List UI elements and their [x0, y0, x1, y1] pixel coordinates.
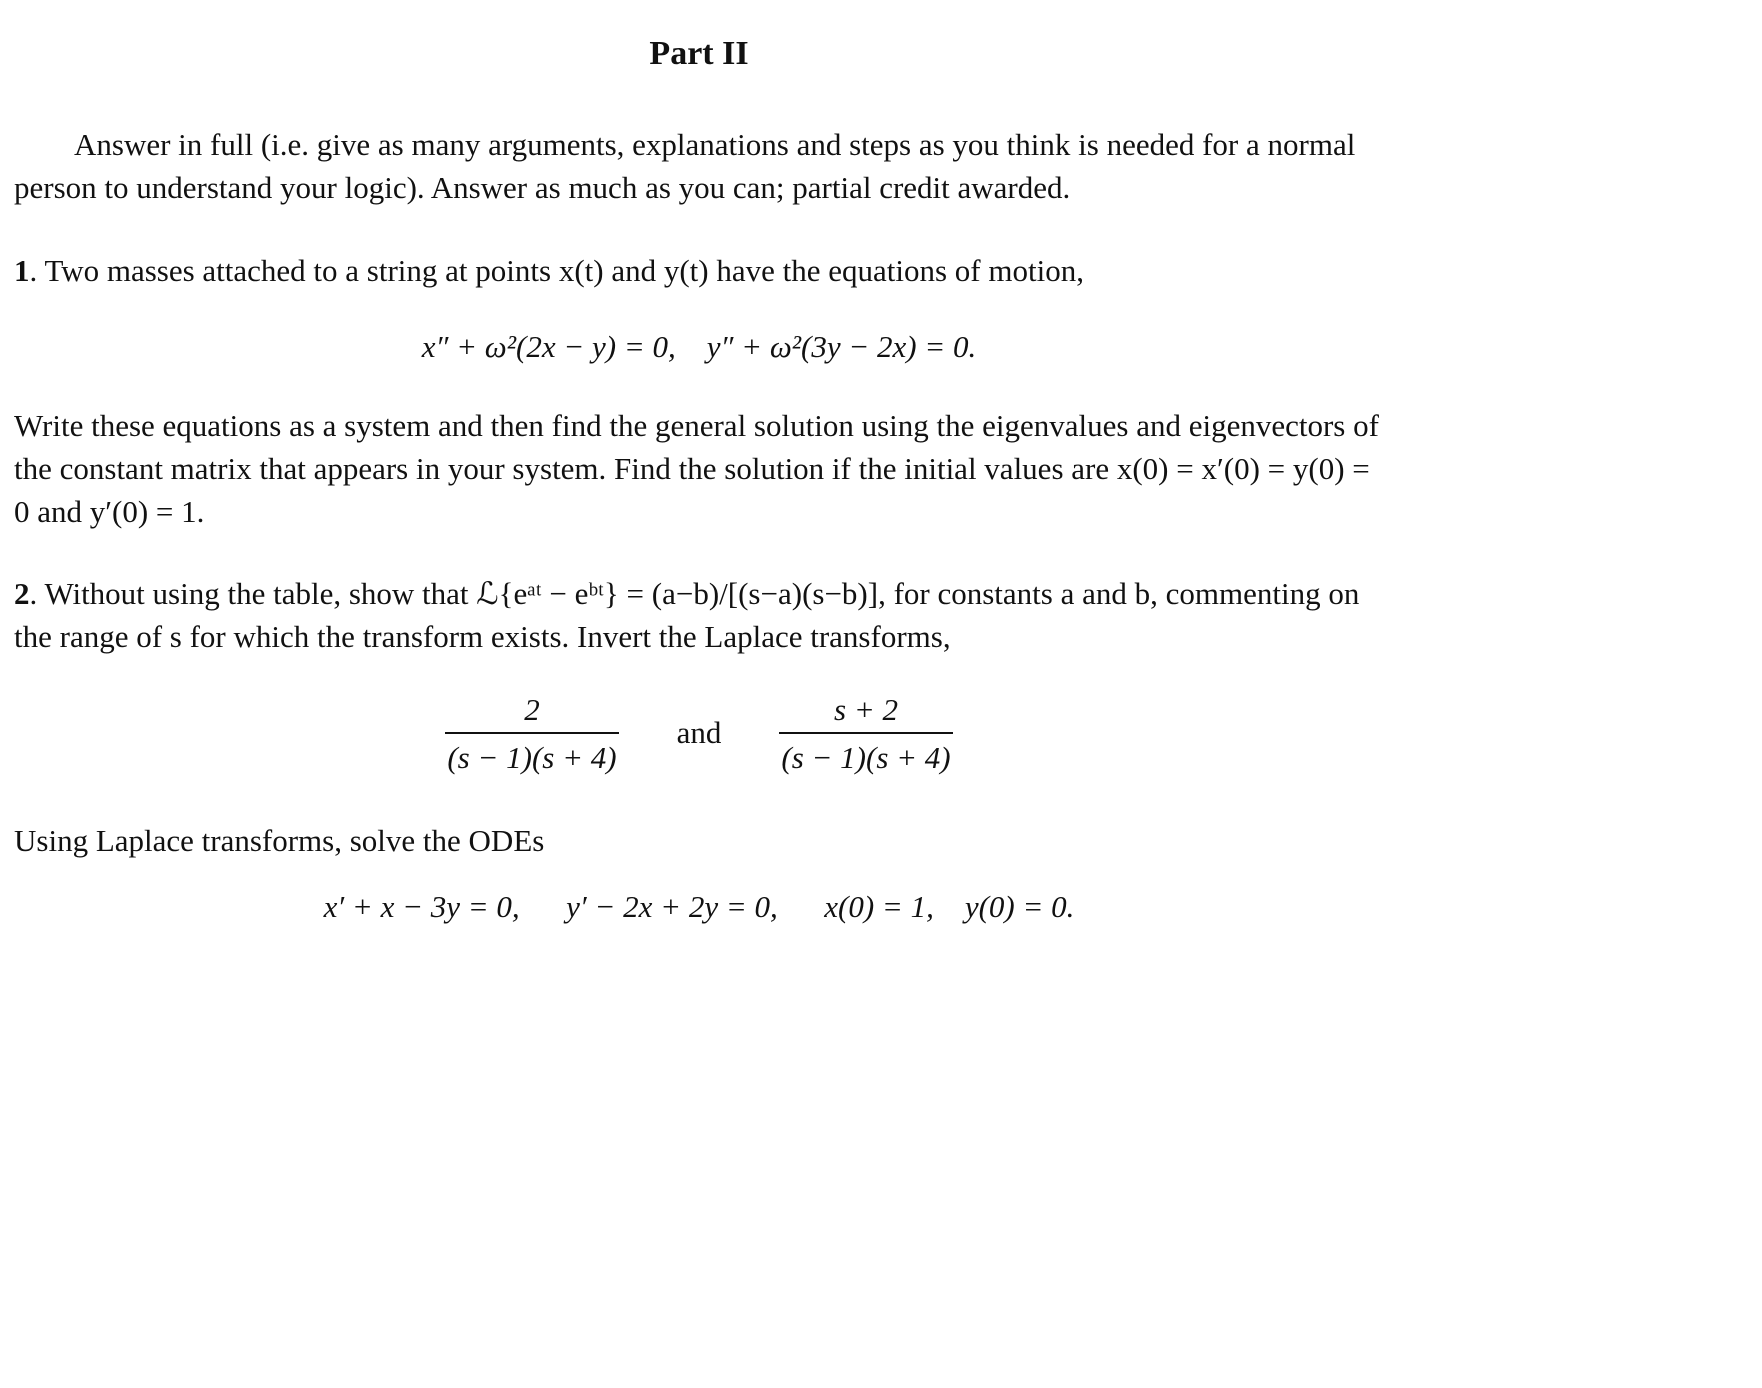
question-2-number: 2 [14, 576, 30, 611]
fraction-2-denominator: (s − 1)(s + 4) [779, 732, 952, 780]
question-2-text: . Without using the table, show that ℒ{eᵃᵗ − eᵇᵗ} = (a−b)/[(s−a)(s−b)], for constants a and b, commenting on the range of s for which the transform exists. Invert the Laplace transforms, [14, 576, 1360, 654]
instructions-paragraph: Answer in full (i.e. give as many arguments, explanations and steps as you think is needed for a normal person to understand your logic). Answer as much as you can; partial credit awarded. [14, 127, 1356, 205]
question-1-text: . Two masses attached to a string at points x(t) and y(t) have the equations of motion, [29, 253, 1084, 288]
fraction-2 [779, 688, 952, 780]
question-2-intro [14, 572, 1384, 658]
fraction-1-denominator: (s − 1)(s + 4) [445, 732, 618, 780]
ode-system: x′ + x − 3y = 0, y′ − 2x + 2y = 0, x(0) = 1, y(0) = 0. [323, 889, 1075, 924]
question-1-instructions: Write these equations as a system and then find the general solution using the eigenvalues and eigenvectors of the constant matrix that appears in your system. Find the solution if the initial values are x(0) = x′(0) = y(0) = 0 and y′(0) = 1. [14, 408, 1379, 529]
question-1-intro [14, 249, 1384, 292]
fraction-1 [445, 688, 618, 780]
page-title: Part II [649, 35, 749, 72]
fraction-2-numerator: s + 2 [834, 692, 898, 727]
laplace-fractions [0, 688, 1398, 780]
question-2-ode-prompt: Using Laplace transforms, solve the ODEs [14, 823, 545, 858]
fraction-connector: and [676, 714, 722, 750]
equations-of-motion: x″ + ω²(2x − y) = 0, y″ + ω²(3y − 2x) = 0. [421, 329, 977, 364]
question-1-number: 1 [14, 253, 30, 288]
fraction-1-numerator: 2 [524, 692, 540, 727]
